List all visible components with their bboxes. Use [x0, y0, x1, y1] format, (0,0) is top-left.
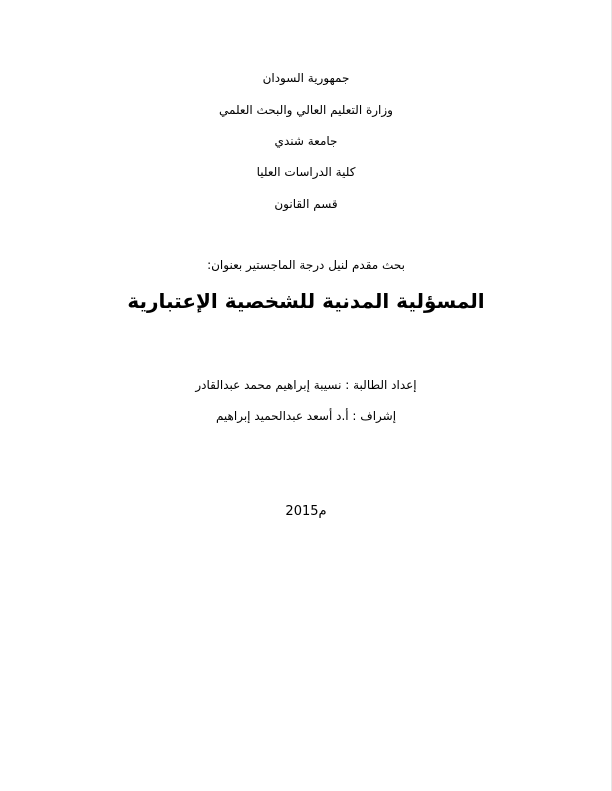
college-name: كلية الدراسات العليا [256, 165, 356, 179]
thesis-title: المسؤلية المدنية للشخصية الإعتبارية [127, 289, 485, 313]
university-name: جامعة شندي [274, 134, 338, 148]
thesis-intro: بحث مقدم لنيل درجة الماجستير بعنوان: [207, 258, 405, 272]
year: 2015م [285, 504, 327, 519]
supervised-by: إشراف : أ.د أسعد عبدالحميد إبراهيم [215, 409, 397, 423]
ministry-name: وزارة التعليم العالي والبحث العلمي [219, 103, 393, 117]
prepared-by: إعداد الطالبة : نسيبة إبراهيم محمد عبدالقادر [195, 378, 417, 392]
department-name: قسم القانون [274, 197, 338, 211]
country-name: جمهورية السودان [262, 71, 350, 85]
